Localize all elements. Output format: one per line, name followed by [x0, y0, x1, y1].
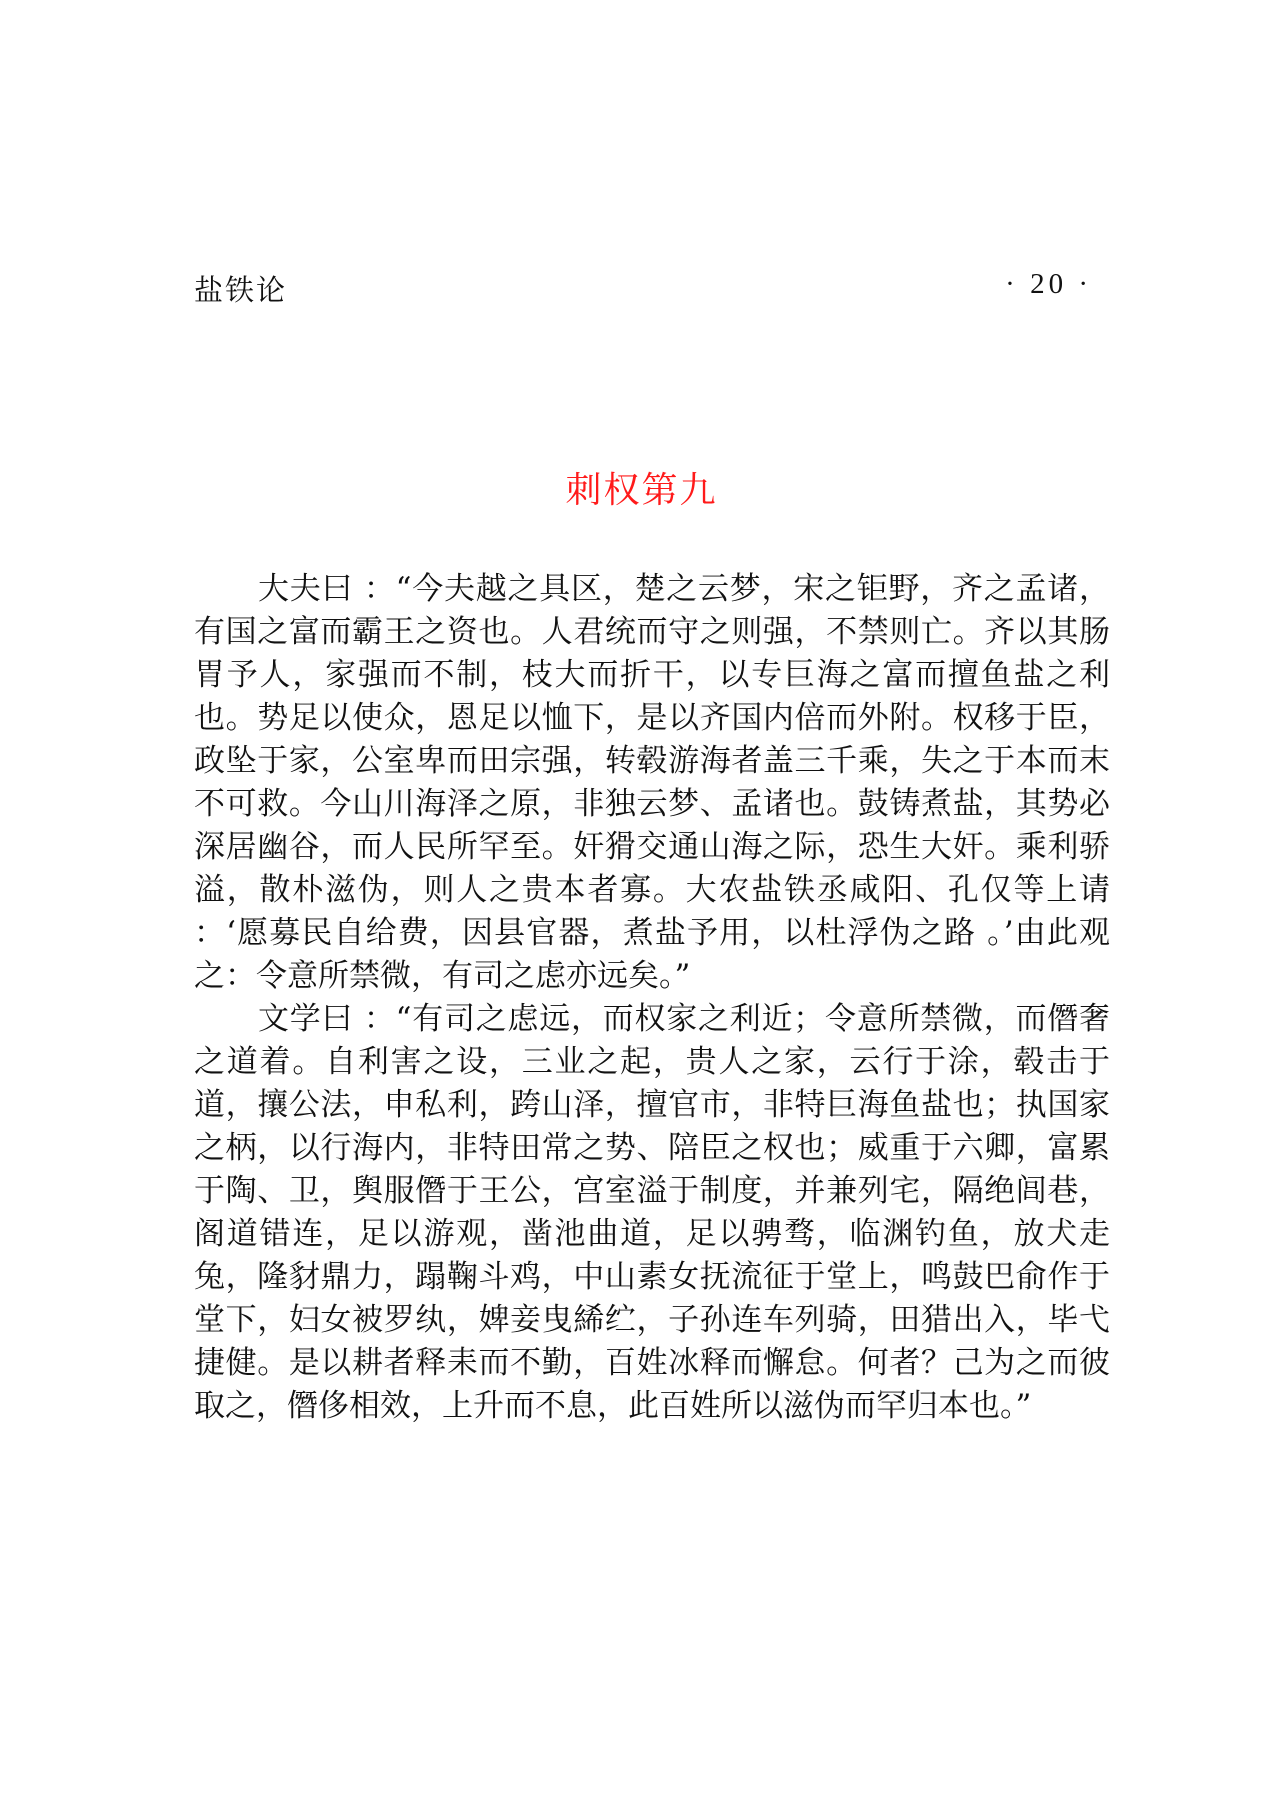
running-head — [194, 268, 1092, 308]
chapter-title: 刺权第九 — [565, 470, 718, 511]
paragraph-wenxue: 文学曰 ：“有司之虑远，而权家之利近；令意所禁微，而僭奢之道着。自利害之设，三业之起，贵人之家，云行于涂，毂击于道，攘公法，申私利，跨山泽，擅官市，非特巨海鱼盐也；执国家之柄，以行海内，非特田常之势、陪臣之权也；威重于六卿，富累于陶、卫，舆服僭于王公，宫室溢于制度，并兼列宅，隔绝闾巷，阁道错连，足以游观，凿池曲道，足以骋骛，临渊钓鱼，放犬走兔，隆豺鼎力，蹋鞠斗鸡，中山素女抚流征于堂上，鸣鼓巴俞作于堂下，妇女被罗纨，婢妾曳絺纻，子孙连车列骑，田猎出入，毕弋捷健。是以耕者释耒而不勤，百姓冰释而懈怠。何者？己为之而彼取之，僭侈相效，上升而不息，此百姓所以滋伪而罕归本也。” — [194, 1001, 1110, 1424]
book-title: 盐铁论 — [194, 273, 288, 307]
body-text — [194, 568, 1110, 1428]
paragraph-dafu: 大夫曰 ：“今夫越之具区，楚之云梦，宋之钜野，齐之孟诸，有国之富而霸王之资也。人君统而守之则强，不禁则亡。齐以其肠胃予人，家强而不制，枝大而折干，以专巨海之富而擅鱼盐之利也。势足以使众，恩足以恤下，是以齐国内倍而外附。权移于臣，政坠于家，公室卑而田宗强，转毂游海者盖三千乘，失之于本而末不可救。今山川海泽之原，非独云梦、孟诸也。鼓铸煮盐，其势必深居幽谷，而人民所罕至。奸猾交通山海之际，恐生大奸。乘利骄溢，散朴滋伪，则人之贵本者寡。大农盐铁丞咸阳、孔仅等上请 ：‘愿募民自给费，因县官器，煮盐予用，以杜浮伪之路 。’由此观之：令意所禁微，有司之虑亦远矣。” — [194, 571, 1110, 994]
page-number: · 20 · — [1005, 268, 1092, 300]
